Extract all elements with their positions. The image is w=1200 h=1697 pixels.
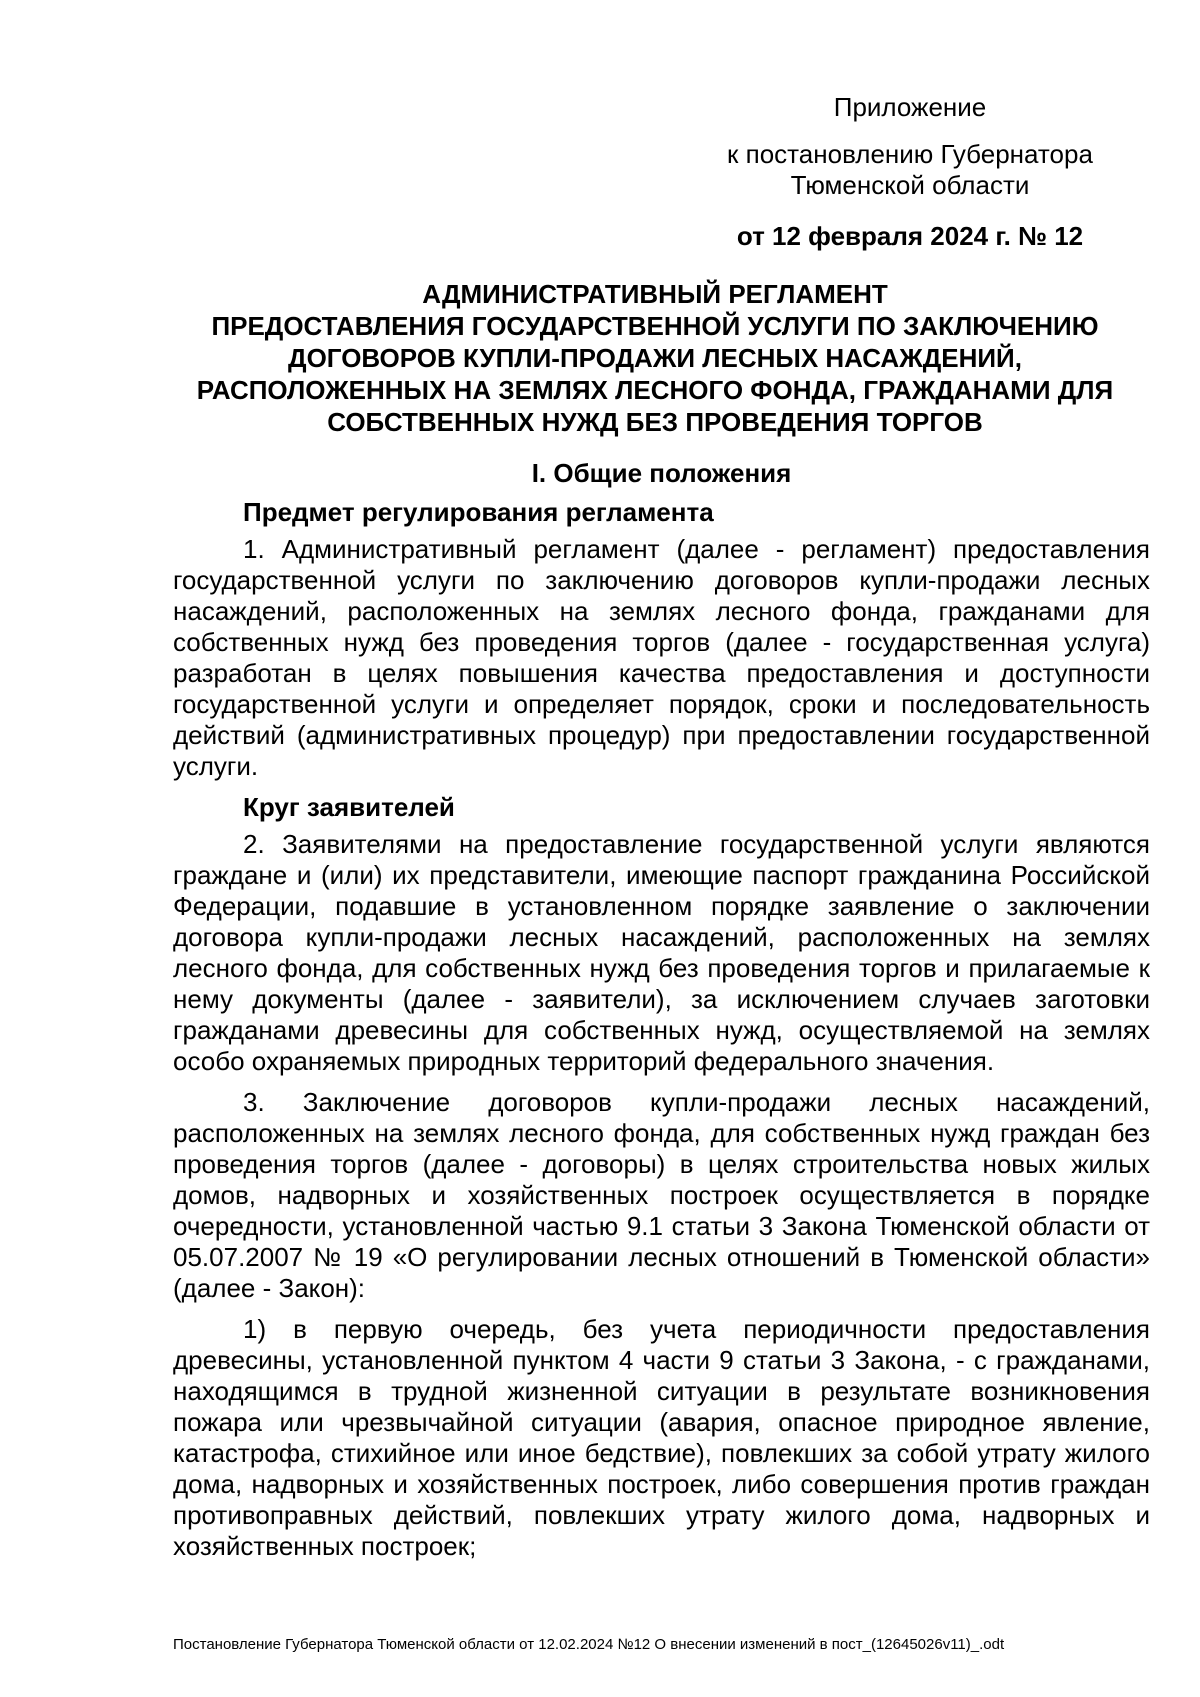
appendix-date: от 12 февраля 2024 г. № 12 (736, 221, 1084, 251)
document-body (173, 458, 1150, 1572)
document-title (160, 278, 1150, 438)
appendix-title: Приложение (833, 92, 987, 122)
paragraph-2: 2. Заявителями на предоставление государственной услуги являются граждане и (или) их представители, имеющие паспорт гражданина Российской Федерации, подавшие в установленном порядке заявление о заключении договора купли-продажи лесных насаждений, расположенных на землях лесного фонда, для собственных нужд без проведения торгов и прилагаемые к нему документы (далее - заявители), за исключением случаев заготовки гражданами древесины для собственных нужд, осуществляемой на землях особо охраняемых природных территорий федерального значения. (173, 829, 1150, 1076)
document-title-line-1: АДМИНИСТРАТИВНЫЙ РЕГЛАМЕНТ (422, 279, 888, 309)
document-title-line-3: ДОГОВОРОВ КУПЛИ-ПРОДАЖИ ЛЕСНЫХ НАСАЖДЕНИЙ, (288, 343, 1022, 373)
appendix-line-1: к постановлению Губернатора (727, 139, 1093, 169)
subheading-applicants: Круг заявителей (243, 792, 455, 822)
paragraph-4: 1) в первую очередь, без учета периодичности предоставления древесины, установленной пунктом 4 части 9 статьи 3 Закона, - с гражданами, находящимся в трудной жизненной ситуации в результате возникновения пожара или чрезвычайной ситуации (авария, опасное природное явление, катастрофа, стихийное или иное бедствие), повлекших за собой утрату жилого дома, надворных и хозяйственных построек, либо совершения против граждан противоправных действий, повлекших утрату жилого дома, надворных и хозяйственных построек; (173, 1314, 1150, 1561)
section-heading: I. Общие положения (531, 458, 792, 488)
paragraph-3: 3. Заключение договоров купли-продажи лесных насаждений, расположенных на землях лесного фонда, для собственных нужд граждан без проведения торгов (далее - договоры) в целях строительства новых жилых домов, надворных и хозяйственных построек осуществляется в порядке очередности, установленной частью 9.1 статьи 3 Закона Тюменской области от 05.07.2007 № 19 «О регулировании лесных отношений в Тюменской области» (далее - Закон): (173, 1087, 1150, 1303)
document-title-line-4: РАСПОЛОЖЕННЫХ НА ЗЕМЛЯХ ЛЕСНОГО ФОНДА, ГРАЖДАНАМИ ДЛЯ (196, 375, 1114, 405)
document-title-line-2: ПРЕДОСТАВЛЕНИЯ ГОСУДАРСТВЕННОЙ УСЛУГИ ПО ЗАКЛЮЧЕНИЮ (211, 311, 1099, 341)
appendix-line-2: Тюменской области (790, 170, 1030, 200)
appendix-header (700, 92, 1120, 252)
document-title-line-5: СОБСТВЕННЫХ НУЖД БЕЗ ПРОВЕДЕНИЯ ТОРГОВ (327, 407, 983, 437)
page-footer: Постановление Губернатора Тюменской области от 12.02.2024 №12 О внесении изменений в пост_(12645026v11)_.odt (173, 1636, 1005, 1653)
paragraph-1: 1. Административный регламент (далее - регламент) предоставления государственной услуги по заключению договоров купли-продажи лесных насаждений, расположенных на землях лесного фонда, гражданами для собственных нужд без проведения торгов (далее - государственная услуга) разработан в целях повышения качества предоставления и доступности государственной услуги и определяет порядок, сроки и последовательность действий (административных процедур) при предоставлении государственной услуги. (173, 534, 1150, 781)
subheading-subject: Предмет регулирования регламента (243, 497, 714, 527)
